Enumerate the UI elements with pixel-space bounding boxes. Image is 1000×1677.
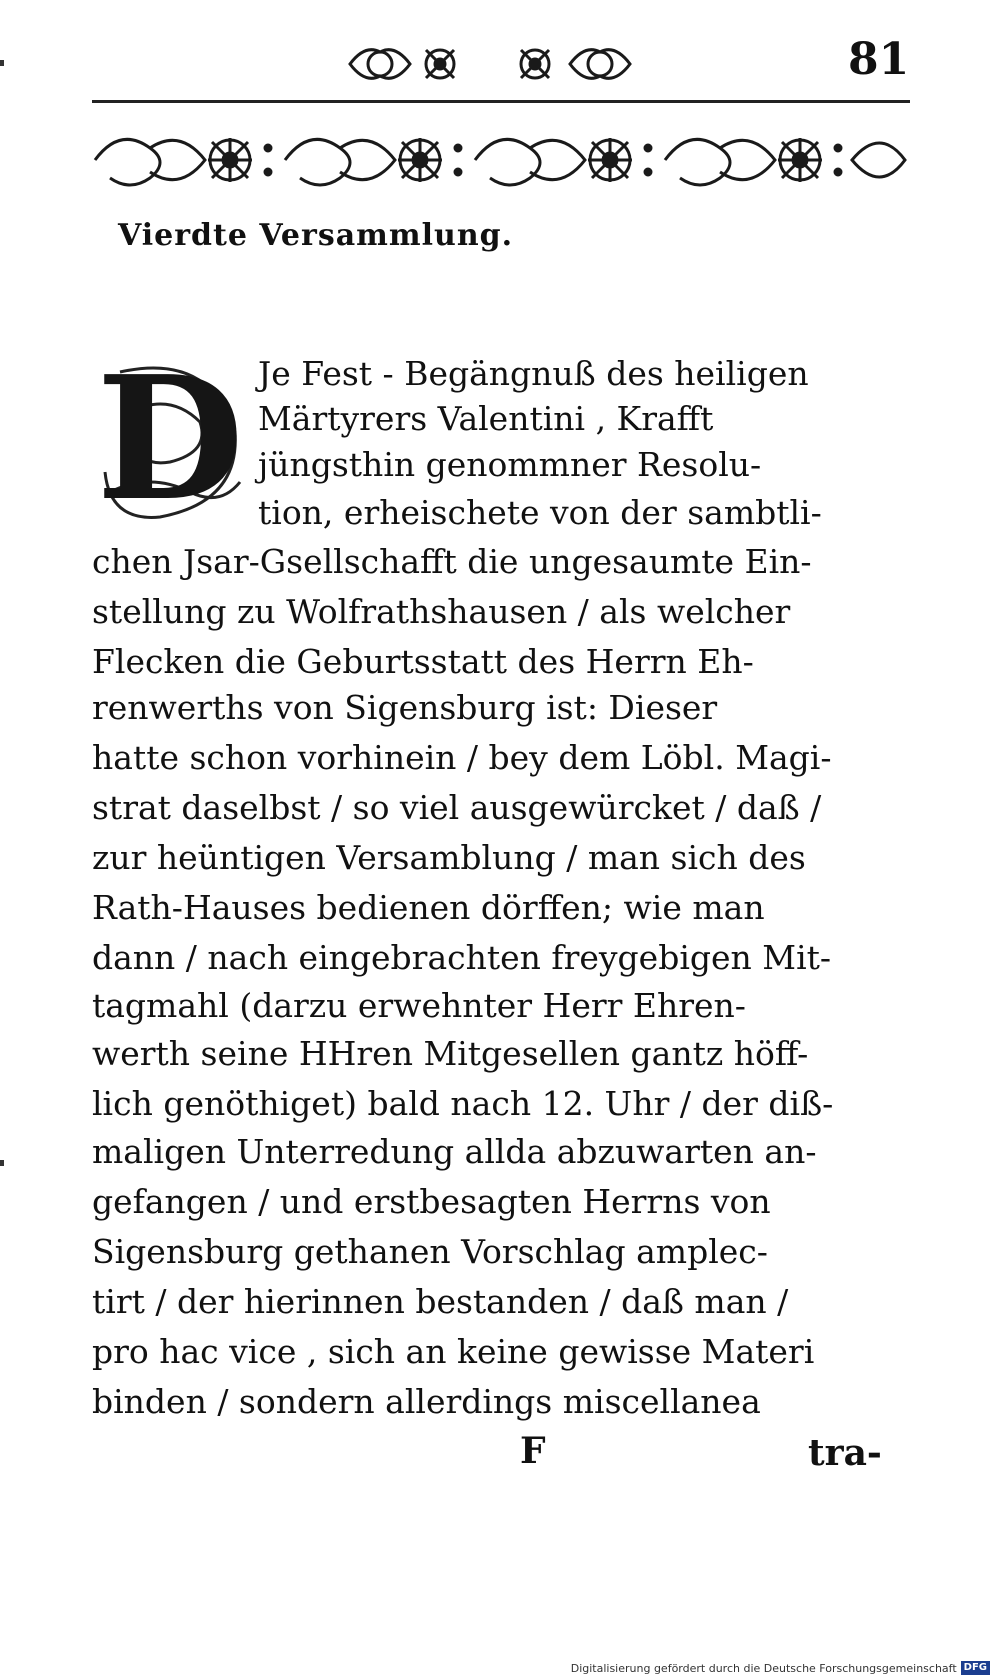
text-line: Flecken die Geburtsstatt des Herrn Eh- xyxy=(92,642,754,681)
page-number: 81 xyxy=(848,34,910,85)
text-line: Je Fest - Begängnuß des heiligen xyxy=(258,354,809,393)
text-line: Märtyrers Valentini , Krafft xyxy=(258,399,714,438)
text-line: werth seine HHren Mitgesellen gantz höff- xyxy=(92,1034,809,1073)
text-line: maligen Unterredung allda abzuwarten an- xyxy=(92,1132,817,1171)
text-line: tirt / der hierinnen bestanden / daß man / xyxy=(92,1282,789,1321)
signature-mark: F xyxy=(520,1430,546,1472)
text-line: Sigensburg gethanen Vorschlag amplec- xyxy=(92,1232,768,1271)
header-rule xyxy=(92,100,910,103)
dfg-logo: DFG xyxy=(961,1661,990,1675)
text-line: chen Jsar-Gsellschafft die ungesaumte Ein- xyxy=(92,542,812,581)
text-line: stellung zu Wolfrathshausen / als welcher xyxy=(92,592,791,631)
catchword: tra- xyxy=(808,1432,882,1474)
text-line: hatte schon vorhinein / bey dem Löbl. Magi- xyxy=(92,738,832,777)
ornamental-border xyxy=(90,118,912,202)
text-line: pro hac vice , sich an keine gewisse Materi xyxy=(92,1332,815,1371)
digitization-footer xyxy=(570,1659,990,1677)
text-line: jüngsthin genommner Resolu- xyxy=(258,445,762,484)
drop-cap-letter: D xyxy=(96,339,244,539)
text-line: renwerths von Sigensburg ist: Dieser xyxy=(92,688,718,727)
text-line: tagmahl (darzu erwehnter Herr Ehren- xyxy=(92,986,746,1025)
section-title: Vierdte Versammlung. xyxy=(118,218,514,253)
text-line: zur heüntigen Versamblung / man sich des xyxy=(92,838,806,877)
margin-speck xyxy=(0,1160,4,1166)
text-line: strat daselbst / so viel ausgewürcket / daß / xyxy=(92,788,822,827)
drop-cap xyxy=(90,339,250,539)
text-line: dann / nach eingebrachten freygebigen Mit- xyxy=(92,938,832,977)
text-line: Rath-Hauses bedienen dörffen; wie man xyxy=(92,888,765,927)
text-line: tion, erheischete von der sambtli- xyxy=(258,493,822,532)
text-line: binden / sondern allerdings miscellanea xyxy=(92,1382,761,1421)
text-line: lich genöthiget) bald nach 12. Uhr / der diß- xyxy=(92,1084,834,1123)
margin-speck xyxy=(0,60,4,66)
footer-text: Digitalisierung gefördert durch die Deutsche Forschungsgemeinschaft xyxy=(570,1661,957,1675)
text-line: gefangen / und erstbesagten Herrns von xyxy=(92,1182,771,1221)
header-ornament xyxy=(340,36,640,92)
